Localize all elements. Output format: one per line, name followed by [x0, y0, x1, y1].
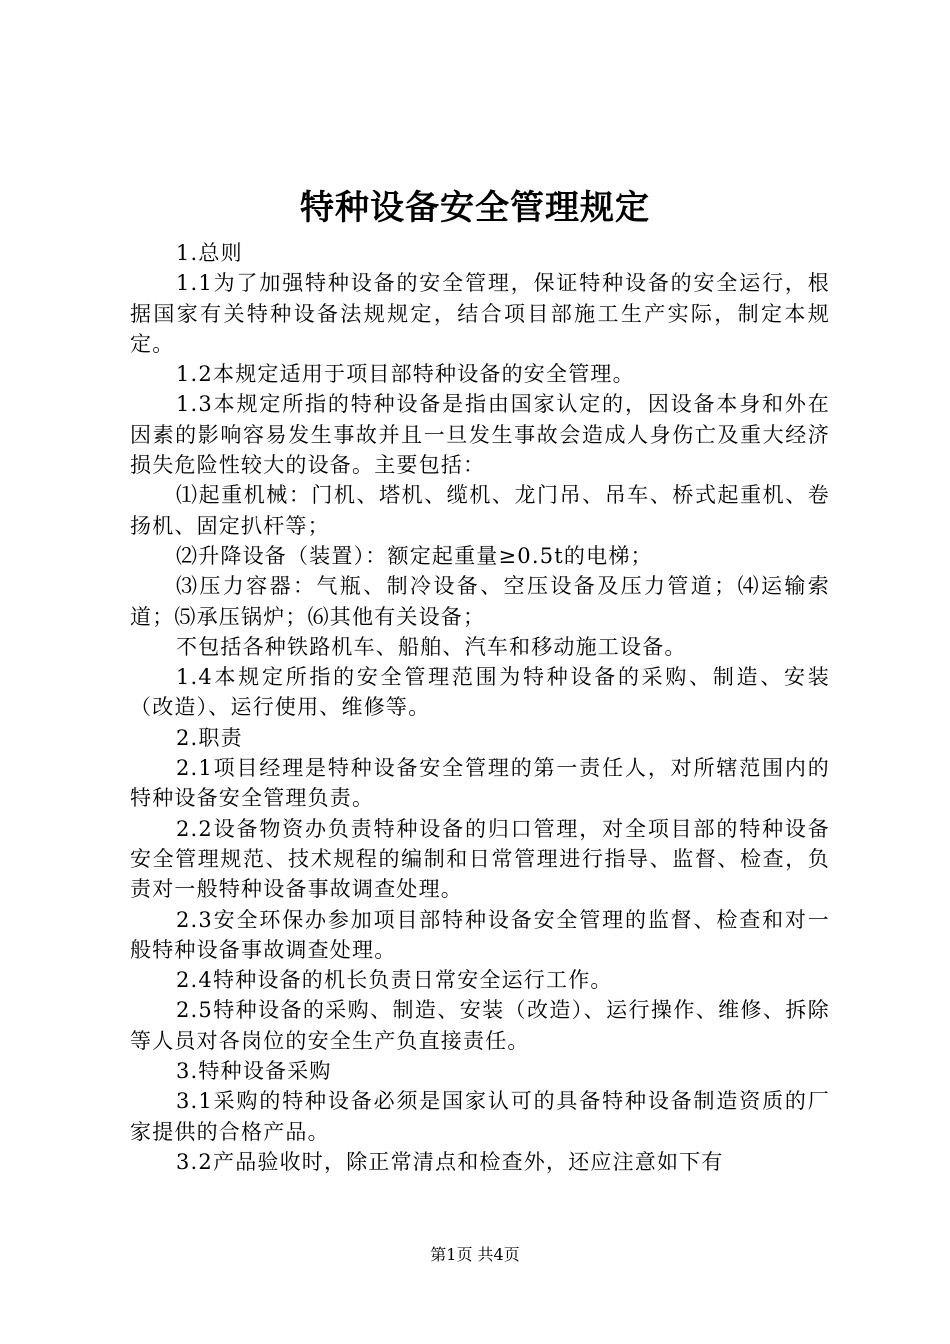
paragraph-3-2: 3.2产品验收时，除正常清点和检查外，还应注意如下有 [176, 1149, 724, 1174]
list-item-elevating-equipment: ⑵升降设备（装置）：额定起重量≥0.5t的电梯； [176, 543, 653, 568]
page-footer: 第1页 共4页 [430, 1245, 520, 1264]
paragraph-1-4: 1.4本规定所指的安全管理范围为特种设备的采购、制造、安装（改造）、运行使用、维修等。 [130, 665, 830, 720]
paragraph-1-2: 1.2本规定适用于项目部特种设备的安全管理。 [176, 362, 635, 387]
section-heading-general: 1.总则 [176, 241, 243, 265]
paragraph-2-2: 2.2设备物资办负责特种设备的归口管理，对全项目部的特种设备安全管理规范、技术规程的编制和日常管理进行指导、监督、检查，负责对一般特种设备事故调查处理。 [130, 816, 830, 902]
paragraph-1-1: 1.1为了加强特种设备的安全管理，保证特种设备的安全运行，根据国家有关特种设备法规规定，结合项目部施工生产实际，制定本规定。 [130, 271, 830, 356]
section-heading-responsibilities: 2.职责 [176, 725, 243, 750]
paragraph-2-4: 2.4特种设备的机长负责日常安全运行工作。 [176, 968, 613, 993]
section-heading-procurement: 3.特种设备采购 [176, 1059, 332, 1084]
document-title: 特种设备安全管理规定 [300, 188, 650, 228]
paragraph-2-5: 2.5特种设备的采购、制造、安装（改造）、运行操作、维修、拆除等人员对各岗位的安全生产负直接责任。 [130, 998, 830, 1053]
paragraph-2-3: 2.3安全环保办参加项目部特种设备安全管理的监督、检查和对一般特种设备事故调查处理。 [130, 907, 830, 962]
list-item-pressure-vessels: ⑶压力容器：气瓶、制冷设备、空压设备及压力管道；⑷运输索道；⑸承压锅炉；⑹其他有关设备； [130, 574, 830, 629]
paragraph-2-1: 2.1项目经理是特种设备安全管理的第一责任人，对所辖范围内的特种设备安全管理负责。 [130, 756, 830, 811]
paragraph-1-3: 1.3本规定所指的特种设备是指由国家认定的，因设备本身和外在因素的影响容易发生事故并且一旦发生事故会造成人身伤亡及重大经济损失危险性较大的设备。主要包括： [130, 392, 830, 478]
paragraph-exclusions: 不包括各种铁路机车、船舶、汽车和移动施工设备。 [176, 634, 687, 659]
paragraph-3-1: 3.1采购的特种设备必须是国家认可的具备特种设备制造资质的厂家提供的合格产品。 [130, 1089, 830, 1144]
document-body [130, 238, 830, 1177]
list-item-lifting-machinery: ⑴起重机械：门机、塔机、缆机、龙门吊、吊车、桥式起重机、卷扬机、固定扒杆等； [130, 483, 830, 538]
